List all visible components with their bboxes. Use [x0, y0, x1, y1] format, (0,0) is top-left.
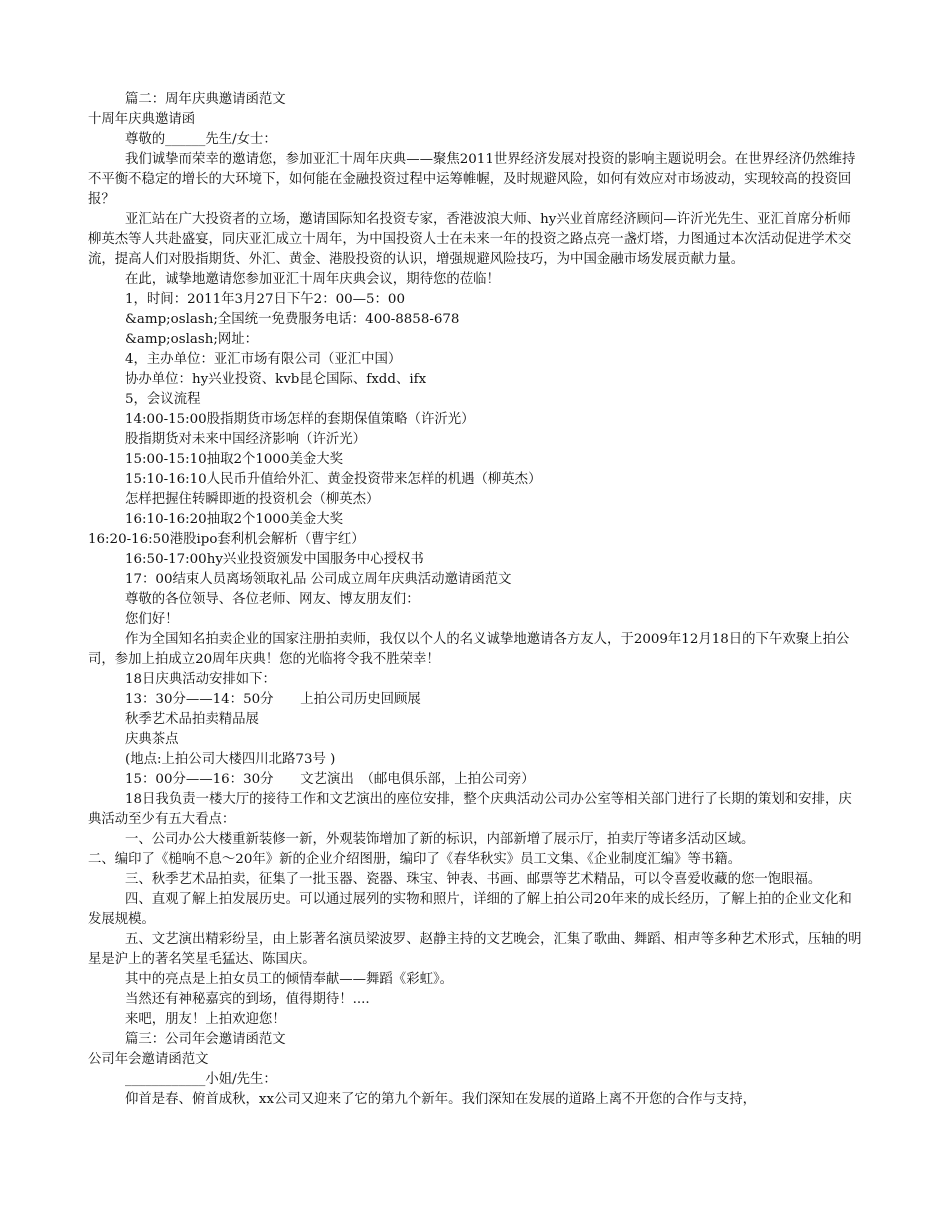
paragraph: 5，会议流程: [125, 392, 201, 407]
paragraph: 16:20-16:50港股ipo套利机会解析（曹宇红）: [88, 532, 365, 547]
paragraph: 秋季艺术品拍卖精品展: [125, 712, 259, 727]
paragraph: 16:10-16:20抽取2个1000美金大奖: [125, 512, 344, 527]
paragraph: 亚汇站在广大投资者的立场，邀请国际知名投资专家，香港波浪大师、hy兴业首席经济顾问—许沂光先生、亚汇首席分析师柳英杰等人共赴盛宴，同庆亚汇成立十周年，为中国投资人士在未来一年的投资之路点亮一盏灯塔，力图通过本次活动促进学术交流，提高人们对股指期货、外汇、黄金、港股投资的认识，增强规避风险技巧，为中国金融市场发展贡献力量。: [88, 212, 852, 267]
paragraph: 其中的亮点是上拍女员工的倾情奉献——舞蹈《彩虹》。: [125, 972, 454, 987]
paragraph: (地点:上拍公司大楼四川北路73号 ): [125, 752, 336, 767]
paragraph: 当然还有神秘嘉宾的到场，值得期待！....: [125, 992, 370, 1007]
paragraph: 17：00结束人员离场领取礼品 公司成立周年庆典活动邀请函范文: [125, 572, 512, 587]
paragraph: 仰首是春、俯首成秋，xx公司又迎来了它的第九个新年。我们深知在发展的道路上离不开您的合作与支持，: [125, 1092, 757, 1107]
paragraph: &amp;oslash;全国统一免费服务电话：400-8858-678: [125, 312, 460, 327]
paragraph: 14:00-15:00股指期货市场怎样的套期保值策略（许沂光）: [125, 412, 475, 427]
paragraph: 13：30分——14：50分 上拍公司历史回顾展: [125, 692, 421, 707]
paragraph: 三、秋季艺术品拍卖，征集了一批玉器、瓷器、珠宝、钟表、书画、邮票等艺术精品，可以令喜爱收藏的您一饱眼福。: [125, 872, 822, 887]
paragraph: 4，主办单位：亚汇市场有限公司（亚汇中国）: [125, 352, 402, 367]
paragraph: 15:00-15:10抽取2个1000美金大奖: [125, 452, 344, 467]
paragraph: 18日我负责一楼大厅的接待工作和文艺演出的座位安排，整个庆典活动公司办公室等相关部门进行了长期的策划和安排，庆典活动至少有五大看点：: [88, 792, 852, 827]
paragraph: 作为全国知名拍卖企业的国家注册拍卖师，我仅以个人的名义诚挚地邀请各方友人，于2009年12月18日的下午欢聚上拍公司，参加上拍成立20周年庆典！您的光临将令我不胜荣幸！: [88, 632, 850, 667]
paragraph: 篇三：公司年会邀请函范文: [125, 1032, 286, 1047]
paragraph: 五、文艺演出精彩纷呈，由上影著名演员梁波罗、赵静主持的文艺晚会，汇集了歌曲、舞蹈、相声等多种艺术形式，压轴的明星是沪上的著名笑星毛猛达、陈国庆。: [88, 932, 862, 967]
paragraph: 二、编印了《槌响不息～20年》新的企业介绍图册，编印了《春华秋实》员工文集、《企业制度汇编》等书籍。: [88, 852, 742, 867]
paragraph: 我们诚挚而荣幸的邀请您，参加亚汇十周年庆典——聚焦2011世界经济发展对投资的影响主题说明会。在世界经济仍然维持不平衡不稳定的增长的大环境下，如何能在金融投资过程中运筹帷幄，及时规避风险，如何有效应对市场波动，实现较高的投资回报？: [88, 152, 856, 207]
paragraph: 四、直观了解上拍发展历史。可以通过展列的实物和照片，详细的了解上拍公司20年来的成长经历，了解上拍的企业文化和发展规模。: [88, 892, 852, 927]
paragraph: 公司年会邀请函范文: [88, 1052, 209, 1067]
paragraph: 篇二：周年庆典邀请函范文: [125, 92, 286, 107]
paragraph: 15:10-16:10人民币升值给外汇、黄金投资带来怎样的机遇（柳英杰）: [125, 472, 542, 487]
paragraph: 股指期货对未来中国经济影响（许沂光）: [125, 432, 367, 447]
paragraph: 您们好！: [125, 612, 179, 627]
paragraph: ____________小姐/先生：: [125, 1072, 277, 1087]
paragraph: 18日庆典活动安排如下：: [125, 672, 276, 687]
paragraph: 怎样把握住转瞬即逝的投资机会（柳英杰）: [125, 492, 380, 507]
paragraph: 1，时间：2011年3月27日下午2：00—5：00: [125, 292, 405, 307]
paragraph: 十周年庆典邀请函: [88, 112, 196, 127]
paragraph: 在此，诚挚地邀请您参加亚汇十周年庆典会议，期待您的莅临！: [125, 272, 500, 287]
paragraph: 来吧，朋友！上拍欢迎您！: [125, 1012, 286, 1027]
paragraph: &amp;oslash;网址：: [125, 332, 259, 347]
paragraph: 15：00分——16：30分 文艺演出 （邮电俱乐部，上拍公司旁）: [125, 772, 535, 787]
paragraph: 尊敬的______先生/女士：: [125, 132, 277, 147]
paragraph: 庆典茶点: [125, 732, 179, 747]
paragraph: 一、公司办公大楼重新装修一新，外观装饰增加了新的标识，内部新增了展示厅，拍卖厅等诸多活动区域。: [125, 832, 755, 847]
document-body: [88, 90, 863, 1110]
paragraph: 16:50-17:00hy兴业投资颁发中国服务中心授权书: [125, 552, 424, 567]
paragraph: 协办单位：hy兴业投资、kvb昆仑国际、fxdd、ifx: [125, 372, 427, 387]
paragraph: 尊敬的各位领导、各位老师、网友、博友朋友们：: [125, 592, 420, 607]
